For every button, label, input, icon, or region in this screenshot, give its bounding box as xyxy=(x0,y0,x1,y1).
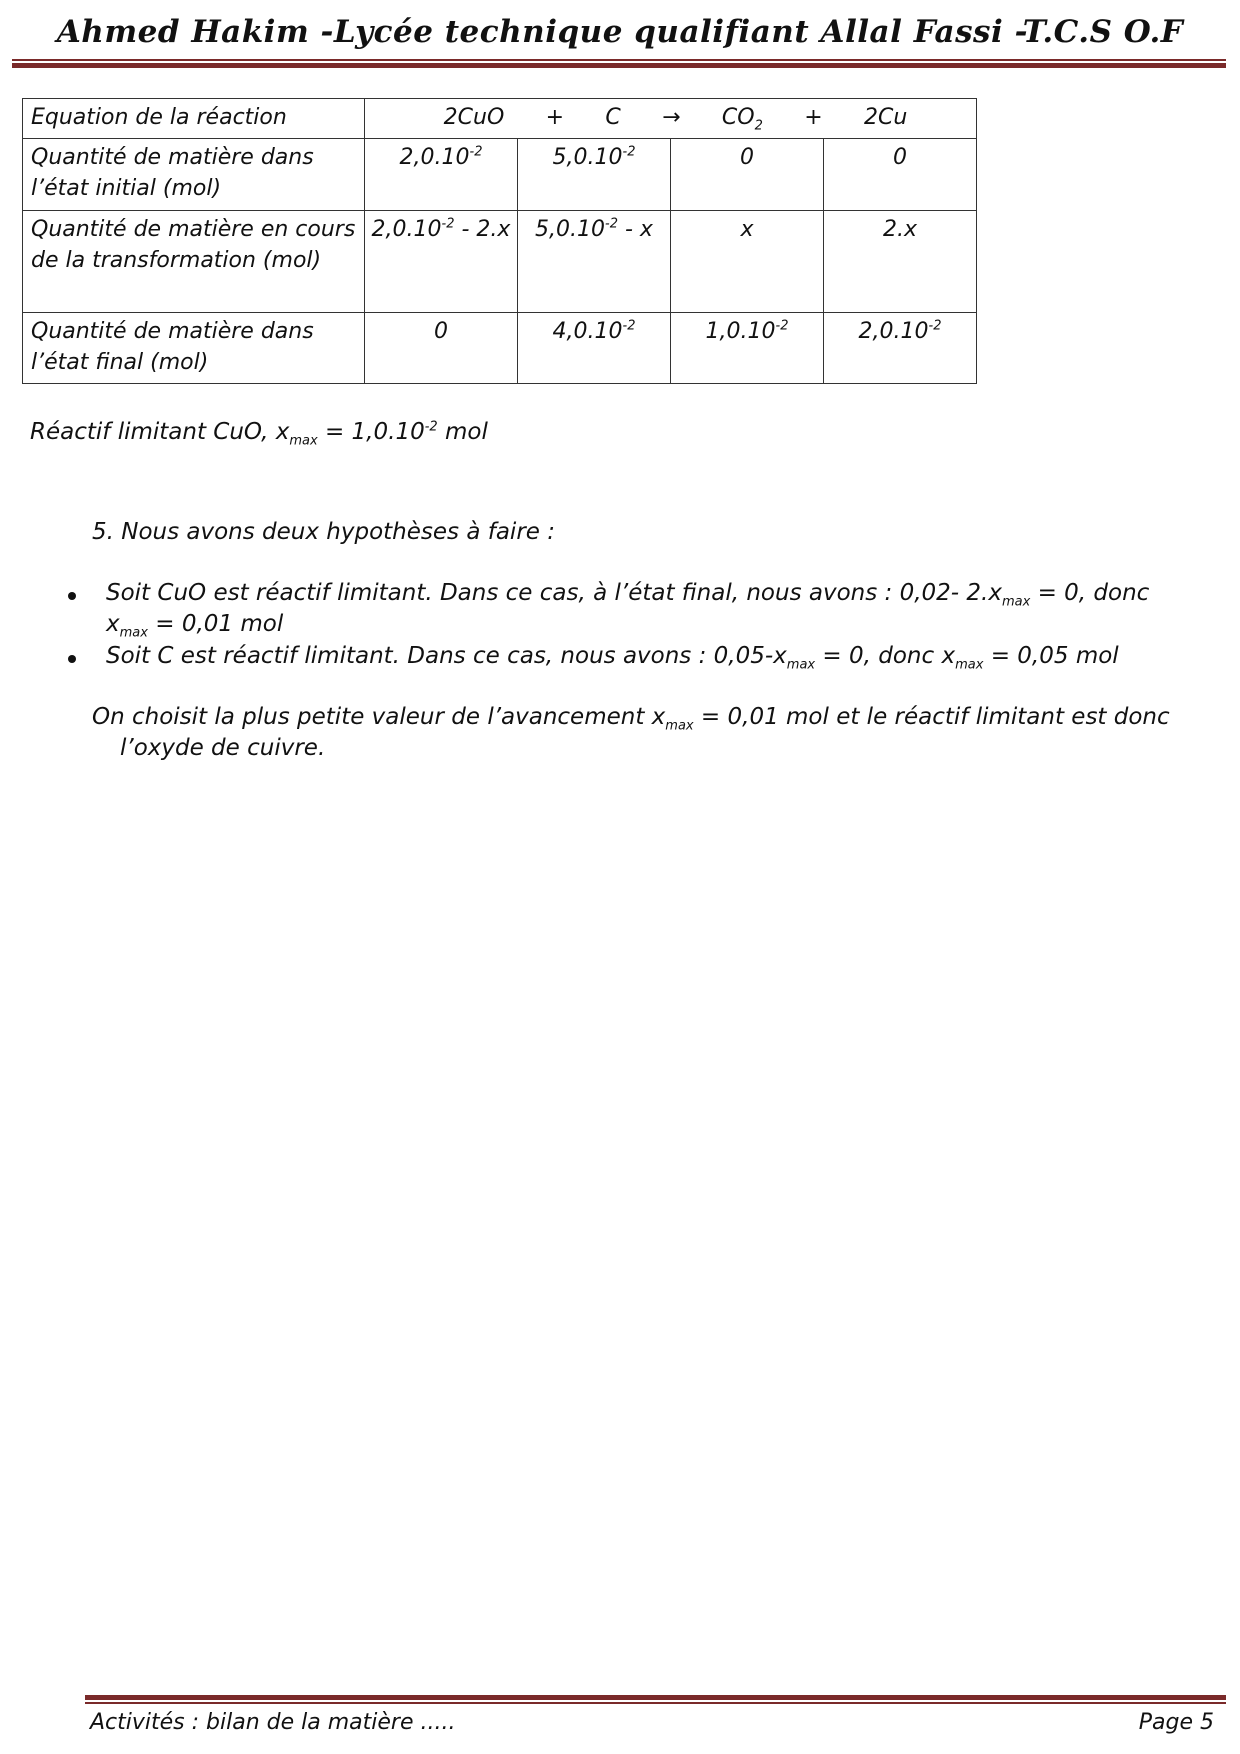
product-cu: 2Cu xyxy=(864,105,908,130)
limiting-reagent-line: Réactif limitant CuO, $x_{max} = 1,0.10^{-2}$ mol xyxy=(30,419,488,449)
reaction-arrow: → xyxy=(662,105,681,130)
footer-rule-thick xyxy=(85,1695,1226,1700)
row-label-intermediate: Quantité de matière en cours de la transformation (mol) xyxy=(23,211,365,313)
cell-intermediate-c: $5,0.10^{-2}$ - x xyxy=(518,211,671,313)
table-row xyxy=(23,99,977,139)
cell-final-cuo: 0 xyxy=(365,313,518,384)
page-number: Page 5 xyxy=(1138,1710,1214,1735)
reactant-cuo: 2CuO xyxy=(443,105,505,130)
row-label-initial: Quantité de matière dans l’état initial (mol) xyxy=(23,139,365,211)
conclusion: On choisit la plus petite valeur de l’avancement $x_{max} = 0,01$ mol et le réactif limitant est donc l’oxyde de cuivre. xyxy=(92,704,1170,761)
cell-final-c: $4,0.10^{-2}$ xyxy=(518,313,671,384)
header-rule-thick xyxy=(12,63,1226,68)
cell-intermediate-cu: 2.x xyxy=(824,211,977,313)
hypothesis-1: Soit CuO est réactif limitant. Dans ce cas, à l’état final, nous avons : 0,02- $2.x_{max} = 0$, donc $x_{max} = 0,01$ mol xyxy=(106,580,1150,641)
cell-initial-co2: 0 xyxy=(671,139,824,211)
progress-table xyxy=(22,98,977,384)
cell-intermediate-co2: x xyxy=(671,211,824,313)
plus-sign: + xyxy=(545,105,565,130)
hypothesis-2: Soit C est réactif limitant. Dans ce cas, nous avons : $0,05-x_{max} = 0$, donc $x_{max} = 0,05$ mol xyxy=(106,643,1119,673)
footer-rule-thin xyxy=(85,1702,1226,1704)
cell-intermediate-cuo: $2,0.10^{-2} - 2.x$ xyxy=(365,211,518,313)
cell-initial-cu: 0 xyxy=(824,139,977,211)
bullet-dot xyxy=(68,655,76,663)
question-5-intro: 5. Nous avons deux hypothèses à faire : xyxy=(92,519,555,545)
table-row xyxy=(23,139,977,211)
cell-final-co2: $1,0.10^{-2}$ xyxy=(671,313,824,384)
table-row xyxy=(23,211,977,313)
cell-initial-cuo: $2,0.10^{-2}$ xyxy=(365,139,518,211)
reaction-equation xyxy=(365,99,977,139)
cell-final-cu: $2,0.10^{-2}$ xyxy=(824,313,977,384)
header-title: Ahmed Hakim -Lycée technique qualifiant Allal Fassi -T.C.S O.F xyxy=(56,14,1184,50)
equation-label: Equation de la réaction xyxy=(23,99,365,139)
reactant-c: C xyxy=(605,105,621,130)
header-rule-thin xyxy=(12,59,1226,61)
product-co2: $CO_2$ xyxy=(721,105,763,134)
bullet-dot xyxy=(68,592,76,600)
row-label-final: Quantité de matière dans l’état final (mol) xyxy=(23,313,365,384)
cell-initial-c: $5,0.10^{-2}$ xyxy=(518,139,671,211)
footer-title: Activités : bilan de la matière ..... xyxy=(90,1710,456,1735)
table-row xyxy=(23,313,977,384)
plus-sign: + xyxy=(804,105,823,130)
